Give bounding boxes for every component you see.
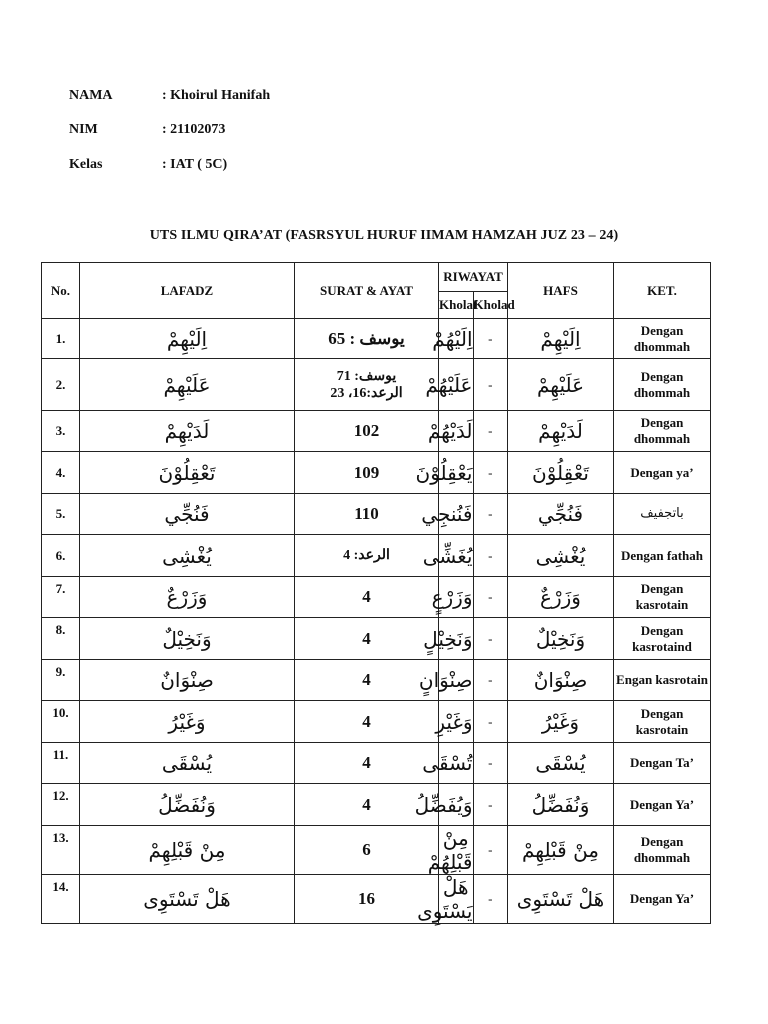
col-ket-header: KET.: [614, 263, 711, 319]
kholad-cell: -: [473, 618, 508, 660]
row-number: 10.: [42, 701, 80, 743]
table-row: [42, 743, 711, 784]
lafadz-cell: يُسْقَى: [80, 743, 295, 784]
lafadz-cell: عَلَيْهِمْ: [80, 359, 295, 411]
nim-value: : 21102073: [162, 122, 226, 137]
surat-line-2: الرعد:16، 23: [330, 385, 403, 401]
kholaf-cell: فَنُنجِي: [439, 494, 474, 535]
kelas-value: : IAT ( 5C): [162, 157, 228, 172]
table-row: [42, 359, 711, 411]
surat-cell: 4: [295, 618, 439, 660]
surat-cell: 16: [295, 875, 439, 924]
col-riwayat-header: RIWAYAT: [439, 263, 508, 292]
row-number: 1.: [42, 319, 80, 359]
kholad-cell: -: [473, 743, 508, 784]
surat-cell: 4: [295, 701, 439, 743]
qiraat-table: [41, 262, 711, 924]
table-row: [42, 660, 711, 701]
ket-cell: Dengan dhommah: [614, 319, 711, 359]
lafadz-cell: وَنَخِيْلٌ: [80, 618, 295, 660]
lafadz-cell: وَنُفَضِّلُ: [80, 784, 295, 826]
kholad-cell: -: [473, 875, 508, 924]
table-row: [42, 535, 711, 577]
hafs-cell: لَدَيْهِمْ: [508, 411, 614, 452]
surat-cell: 109: [295, 452, 439, 494]
lafadz-cell: فَنُجِّي: [80, 494, 295, 535]
surat-line-1: يوسف: 71: [336, 368, 397, 384]
ket-cell: Dengan kasrotaind: [614, 618, 711, 660]
kelas-label: Kelas: [69, 157, 103, 172]
kholad-cell: -: [473, 660, 508, 701]
kholaf-cell: تُسْقَى: [439, 743, 474, 784]
kholaf-cell: يُغَشِّى: [439, 535, 474, 577]
col-hafs-header: HAFS: [508, 263, 614, 319]
hafs-cell: وَغَيْرُ: [508, 701, 614, 743]
nama-label: NAMA: [69, 88, 113, 103]
hafs-cell: هَلْ تَسْتَوِى: [508, 875, 614, 924]
ket-cell: Dengan kasrotain: [614, 701, 711, 743]
kholaf-cell: وَنَخِيْلٍ: [439, 618, 474, 660]
kholad-cell: -: [473, 359, 508, 411]
row-number: 6.: [42, 535, 80, 577]
ket-cell: باتجفيف: [614, 494, 711, 535]
document-title: UTS ILMU QIRA’AT (FASRSYUL HURUF IIMAM HAMZAH JUZ 23 – 24): [149, 228, 619, 243]
kholad-cell: -: [473, 319, 508, 359]
surat-cell: 4: [295, 660, 439, 701]
lafadz-cell: وَغَيْرُ: [80, 701, 295, 743]
row-number: 9.: [42, 660, 80, 701]
hafs-cell: تَعْقِلُوْنَ: [508, 452, 614, 494]
row-number: 2.: [42, 359, 80, 411]
kholaf-cell: وَزَرْعٍ: [439, 577, 474, 618]
surat-cell: 4: [295, 743, 439, 784]
table-row: [42, 411, 711, 452]
ket-cell: Dengan Ya’: [614, 784, 711, 826]
hafs-cell: اِلَيْهِمْ: [508, 319, 614, 359]
ket-cell: Dengan Ya’: [614, 875, 711, 924]
nim-label: NIM: [69, 122, 98, 137]
ket-cell: Engan kasrotain: [614, 660, 711, 701]
lafadz-cell: صِنْوَانٌ: [80, 660, 295, 701]
table-row: [42, 577, 711, 618]
surat-cell: الرعد: 4: [295, 535, 439, 577]
ket-cell: Dengan dhommah: [614, 411, 711, 452]
hafs-cell: مِنْ قَبْلِهِمْ: [508, 826, 614, 875]
row-number: 5.: [42, 494, 80, 535]
kholaf-cell: صِنْوَانٍ: [439, 660, 474, 701]
lafadz-cell: لَدَيْهِمْ: [80, 411, 295, 452]
kholaf-cell: عَلَيْهُمْ: [439, 359, 474, 411]
lafadz-cell: هَلْ تَسْتَوِى: [80, 875, 295, 924]
ket-cell: Dengan Ta’: [614, 743, 711, 784]
kholad-cell: -: [473, 535, 508, 577]
table-row: [42, 618, 711, 660]
hafs-cell: صِنْوَانٌ: [508, 660, 614, 701]
hafs-cell: وَنُفَضِّلُ: [508, 784, 614, 826]
row-number: 11.: [42, 743, 80, 784]
lafadz-cell: يُغْشِى: [80, 535, 295, 577]
ket-cell: Dengan kasrotain: [614, 577, 711, 618]
kholaf-cell: وَيُفَضِّلُ: [439, 784, 474, 826]
kholaf-cell: يَعْقِلُوْنَ: [439, 452, 474, 494]
surat-cell: [295, 359, 439, 411]
kholad-cell: -: [473, 411, 508, 452]
row-number: 7.: [42, 577, 80, 618]
kholad-cell: -: [473, 494, 508, 535]
lafadz-cell: تَعْقِلُوْنَ: [80, 452, 295, 494]
lafadz-cell: وَزَرْعٌ: [80, 577, 295, 618]
table-row: [42, 784, 711, 826]
nama-value: : Khoirul Hanifah: [162, 88, 271, 103]
kholaf-cell: هَلْ يَسْتَوِى: [417, 875, 473, 923]
table-row: [42, 875, 711, 924]
surat-cell: 102: [295, 411, 439, 452]
kholad-cell: -: [473, 784, 508, 826]
surat-cell: يوسف : 65: [295, 319, 439, 359]
row-number: 14.: [42, 875, 80, 924]
surat-cell: 6: [295, 826, 439, 875]
ket-cell: Dengan ya’: [614, 452, 711, 494]
row-number: 13.: [42, 826, 80, 875]
row-number: 3.: [42, 411, 80, 452]
row-number: 12.: [42, 784, 80, 826]
table-row: [42, 826, 711, 875]
kholaf-cell: وَغَيْرِ: [439, 701, 474, 743]
table-row: [42, 701, 711, 743]
lafadz-cell: اِلَيْهِمْ: [80, 319, 295, 359]
hafs-cell: عَلَيْهِمْ: [508, 359, 614, 411]
hafs-cell: فَنُجِّي: [508, 494, 614, 535]
col-kholad-header: Kholad: [473, 292, 508, 319]
kholad-cell: -: [473, 577, 508, 618]
kholad-cell: -: [473, 826, 508, 875]
surat-cell: 110: [295, 494, 439, 535]
table-row: [42, 452, 711, 494]
kholaf-cell: لَدَيْهُمْ: [439, 411, 474, 452]
ket-cell: Dengan dhommah: [614, 826, 711, 875]
row-number: 4.: [42, 452, 80, 494]
row-number: 8.: [42, 618, 80, 660]
hafs-cell: يُسْقَى: [508, 743, 614, 784]
ket-cell: Dengan fathah: [614, 535, 711, 577]
col-surat-header: SURAT & AYAT: [295, 263, 439, 319]
hafs-cell: وَزَرْعٌ: [508, 577, 614, 618]
ket-cell: Dengan dhommah: [614, 359, 711, 411]
surat-cell: 4: [295, 577, 439, 618]
table-row: [42, 494, 711, 535]
kholaf-cell: اِلَيْهُمْ: [439, 319, 474, 359]
col-lafadz-header: LAFADZ: [80, 263, 295, 319]
table-header-row: [42, 263, 711, 292]
hafs-cell: يُغْشِى: [508, 535, 614, 577]
kholaf-cell: مِنْ قَبْلِهُمْ: [427, 826, 473, 874]
hafs-cell: وَنَخِيْلٌ: [508, 618, 614, 660]
lafadz-cell: مِنْ قَبْلِهِمْ: [80, 826, 295, 875]
col-kholaf-header: Kholaf: [439, 292, 474, 319]
kholad-cell: -: [473, 452, 508, 494]
table-row: [42, 319, 711, 359]
surat-cell: 4: [295, 784, 439, 826]
kholad-cell: -: [473, 701, 508, 743]
col-no-header: No.: [42, 263, 80, 319]
